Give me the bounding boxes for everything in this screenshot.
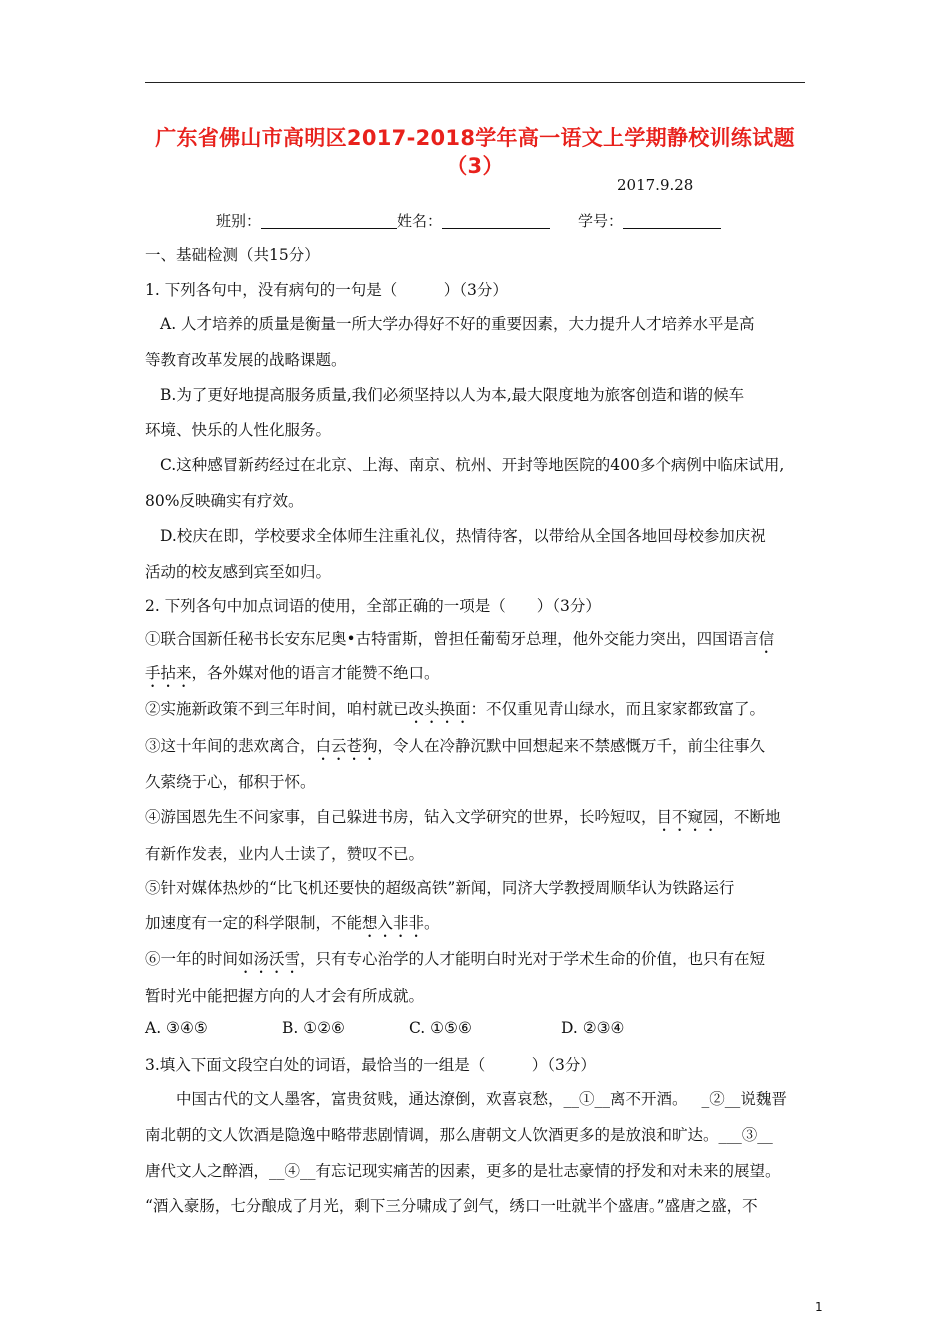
q2-sentence-1-line2: 手拈来，各外媒对他的语言才能赞不绝口。 <box>145 664 440 682</box>
q2-option-d[interactable]: D. ②③④ <box>561 1019 625 1037</box>
title-line-2: （3） <box>446 154 504 178</box>
q2-sentence-3-line2: 久萦绕于心，郁积于怀。 <box>145 773 316 791</box>
q1-option-d-line1: D.校庆在即，学校要求全体师生注重礼仪，热情待客，以带给从全国各地回母校参加庆祝 <box>160 527 766 545</box>
q2-option-c[interactable]: C. ①⑤⑥ <box>409 1019 472 1037</box>
student-info-row <box>216 210 721 231</box>
q1-option-d-line2: 活动的校友感到宾至如归。 <box>145 563 332 581</box>
q2-dotted-term-1a: 信 <box>758 630 775 648</box>
q3-blank-1: __①__ <box>563 1090 611 1108</box>
id-label: 学号： <box>578 212 624 230</box>
q2-option-b[interactable]: B. ①②⑥ <box>282 1019 345 1037</box>
q2-sentence-1-line1: ①联合国新任秘书长安东尼奥•古特雷斯，曾担任葡萄牙总理，他外交能力突出，四国语言信 <box>145 630 775 648</box>
title-line-1: 广东省佛山市高明区2017-2018学年高一语文上学期静校训练试题 <box>155 126 795 150</box>
q3-paragraph-line2: 南北朝的文人饮酒是隐逸中略带悲剧情调，那么唐朝文人饮酒更多的是放浪和旷达。___③__ <box>145 1126 773 1144</box>
q1-option-a-line1: A. 人才培养的质量是衡量一所大学办得好不好的重要因素，大力提升人才培养水平是高 <box>160 315 755 333</box>
q1-option-b-line2: 环境、快乐的人性化服务。 <box>145 421 332 439</box>
q2-sentence-4-line2: 有新作发表，业内人士读了，赞叹不已。 <box>145 845 425 863</box>
q1-option-c-line1: C.这种感冒新药经过在北京、上海、南京、杭州、开封等地医院的400多个病例中临床试用, <box>160 456 785 474</box>
q2-dotted-term-2: 改头换面 <box>408 700 471 718</box>
q2-stem: 2. 下列各句中加点词语的使用，全部正确的一项是（ ）（3分） <box>145 597 601 615</box>
header-rule <box>145 82 805 83</box>
section-heading: 一、基础检测（共15分） <box>145 246 320 264</box>
q2-sentence-2: ②实施新政策不到三年时间，咱村就已改头换面：不仅重见青山绿水，而且家家都致富了。 <box>145 700 766 718</box>
q2-sentence-6-line1: ⑥一年的时间如汤沃雪，只有专心治学的人才能明白时光对于学术生命的价值，也只有在短 <box>145 950 766 968</box>
name-label: 姓名： <box>397 212 443 230</box>
q3-blank-2: _②__ <box>701 1090 741 1108</box>
document-title <box>145 124 805 180</box>
q2-sentence-3-line1: ③这十年间的悲欢离合，白云苍狗，令人在冷静沉默中回想起来不禁感慨万千，前尘往事久 <box>145 737 766 755</box>
q2-dotted-term-1b: 手拈来 <box>145 664 192 682</box>
class-label: 班别： <box>216 212 262 230</box>
q2-dotted-term-4: 目不窥园 <box>656 808 719 826</box>
q3-stem: 3.填入下面文段空白处的词语，最恰当的一组是（ ）（3分） <box>145 1056 596 1074</box>
q2-sentence-5-line1: ⑤针对媒体热炒的“比飞机还要快的超级高铁”新闻，同济大学教授周顺华认为铁路运行 <box>145 879 735 897</box>
q1-option-c-line2: 80%反映确实有疗效。 <box>145 492 304 510</box>
q2-dotted-term-6: 如汤沃雪 <box>238 950 301 968</box>
id-blank[interactable] <box>623 212 721 229</box>
q3-blank-4: __④__ <box>269 1162 316 1180</box>
q1-option-b-line1: B.为了更好地提高服务质量,我们必须坚持以人为本,最大限度地为旅客创造和谐的候车 <box>160 386 745 404</box>
q2-dotted-term-3: 白云苍狗 <box>315 737 378 755</box>
q2-sentence-4-line1: ④游国恩先生不问家事，自己躲进书房，钻入文学研究的世界，长吟短叹，目不窥园，不断地 <box>145 808 781 826</box>
exam-date: 2017.9.28 <box>617 176 694 194</box>
name-blank[interactable] <box>442 212 550 229</box>
q3-blank-3: ___③__ <box>718 1126 773 1144</box>
q1-option-a-line2: 等教育改革发展的战略课题。 <box>145 351 347 369</box>
q2-sentence-5-line2: 加速度有一定的科学限制，不能想入非非。 <box>145 914 440 932</box>
q1-stem: 1. 下列各句中，没有病句的一句是（ ）（3分） <box>145 281 508 299</box>
q2-options <box>145 1019 624 1037</box>
q2-option-a[interactable]: A. ③④⑤ <box>145 1019 208 1037</box>
class-blank[interactable] <box>261 212 397 229</box>
q3-paragraph-line3: 唐代文人之醉酒，__④__有忘记现实痛苦的因素，更多的是壮志豪情的抒发和对未来的展望。 <box>145 1162 781 1180</box>
q2-dotted-term-5: 想入非非 <box>362 914 425 932</box>
q3-paragraph-line1: 中国古代的文人墨客，富贵贫贱，通达潦倒，欢喜哀愁，__①__离不开酒。 _②__说魏晋 <box>176 1090 787 1108</box>
q2-sentence-6-line2: 暂时光中能把握方向的人才会有所成就。 <box>145 987 425 1005</box>
page-number: 1 <box>815 1300 823 1314</box>
q3-paragraph-line4: “酒入豪肠，七分酿成了月光，剩下三分啸成了剑气，绣口一吐就半个盛唐。”盛唐之盛，不 <box>145 1197 758 1215</box>
